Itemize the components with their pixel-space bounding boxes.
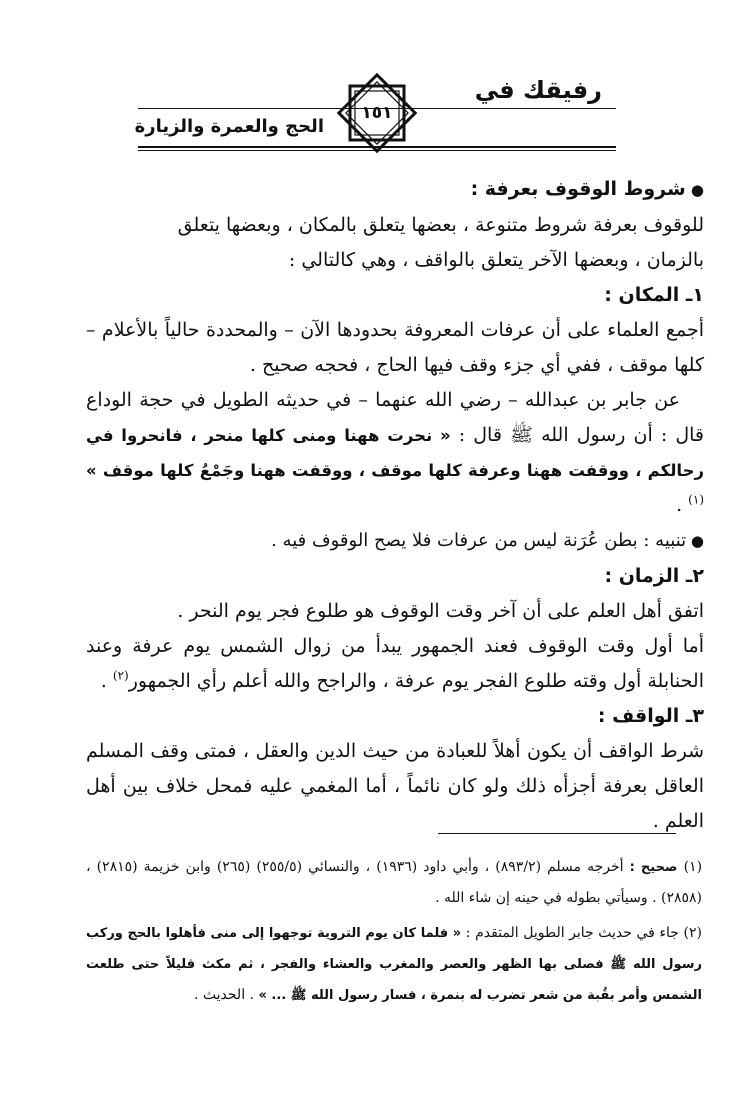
place-heading: ١ـ المكان : bbox=[604, 284, 704, 306]
time-paragraph-2 bbox=[86, 629, 704, 699]
time-paragraph-1: اتفق أهل العلم على أن آخر وقت الوقوف هو طلوع فجر يوم النحر . bbox=[177, 600, 704, 622]
time-heading: ٢ـ الزمان : bbox=[604, 565, 704, 587]
header-rule-upper-left bbox=[138, 108, 486, 109]
footnote-separator bbox=[438, 833, 676, 834]
footnote-ref-1: (١) bbox=[688, 492, 704, 507]
place-note: ● تنبيه : بطن عُرَنة ليس من عرفات فلا يصح الوقوف فيه . bbox=[86, 523, 704, 559]
section-title: ● شروط الوقوف بعرفة : bbox=[86, 172, 704, 208]
footnote-2-hadith: « فلما كان يوم التروية توجهوا إلى منى فأهلوا بالحج وركب رسول الله ﷺ فصلى بها الظهر والعصر والمغرب والعشاء والفجر ، ثم مكث قليلاً حتى طلعت الشمس وأمر بقُبة من شعر تضرب له بنمرة ، فسار رسول الله ﷺ ... » bbox=[86, 926, 702, 1003]
hadith-text: « نحرت ههنا ومنى كلها منحر ، فانحروا في رحالكم ، ووقفت ههنا وعرفة كلها موقف ، ووقفت ههنا وجَمْعُ كلها موقف » bbox=[86, 426, 704, 480]
footnotes bbox=[86, 852, 702, 1015]
footnote-2 bbox=[86, 918, 702, 1011]
stander-heading: ٣ـ الواقف : bbox=[597, 705, 704, 727]
hadith-intro: عن جابر بن عبدالله – رضي الله عنهما – في حديثه الطويل في حجة الوداع قال : أن رسول الله ﷺ قال : bbox=[86, 389, 704, 446]
header-rule-thin bbox=[138, 150, 616, 151]
footnote-1-label: صحيح : bbox=[629, 860, 678, 875]
book-title-line2: الحج والعمرة والزيارة bbox=[134, 116, 324, 137]
place-paragraph-2: عن جابر بن عبدالله – رضي الله عنهما – في حديثه الطويل في حجة الوداع قال : أن رسول الله ﷺ قال : « نحرت ههنا ومنى كلها منحر ، فانحروا في رحالكم ، ووقفت ههنا وعرفة كلها موقف ، ووقفت ههنا وجَمْعُ كلها موقف » $^{(١)}$ . bbox=[86, 389, 704, 516]
time-paragraph-2-end: . bbox=[100, 670, 107, 692]
intro-line-2: بالزمان ، وبعضها الآخر يتعلق بالواقف ، وهي كالتالي : bbox=[288, 249, 704, 271]
footnote-1-text: أخرجه مسلم (٨٩٣/٢) ، وأبي داود (١٩٣٦) ، والنسائي (٢٥٥/٥) (٢٦٥) وابن خزيمة (٢٨١٥) ، (٢٨٥٨) . وسيأتي بطوله في حينه إن شاء الله . bbox=[86, 859, 702, 906]
intro-line-1: للوقوف بعرفة شروط متنوعة ، بعضها يتعلق بالمكان ، وبعضها يتعلق bbox=[177, 214, 704, 236]
main-text bbox=[86, 172, 704, 839]
time-paragraph-2-text: أما أول وقت الوقوف فعند الجمهور يبدأ من زوال الشمس يوم عرفة وعند الحنابلة أول وقته طلوع الفجر يوم عرفة ، والراجح والله أعلم رأي الجمهور bbox=[86, 635, 704, 692]
place-paragraph-1: أجمع العلماء على أن عرفات المعروفة بحدودها الآن – والمحددة حالياً بالأعلام – كلها موقف ، ففي أي جزء وقف فيها الحاج ، فحجه صحيح . bbox=[86, 319, 704, 376]
stander-paragraph: شرط الواقف أن يكون أهلاً للعبادة من حيث الدين والعقل ، فمتى وقف المسلم العاقل بعرفة أجزأه ذلك ولو كان نائماً ، أما المغمي عليه فمحل خلاف بين أهل العلم . bbox=[86, 740, 704, 832]
book-title-line1: رفيقك في bbox=[474, 76, 602, 104]
footnote-1 bbox=[86, 852, 702, 914]
footnote-2-lead: جاء في حديث جابر الطويل المتقدم : bbox=[465, 925, 679, 941]
header-rule-thick bbox=[138, 146, 616, 148]
footnote-2-number: (٢) bbox=[683, 925, 703, 941]
section-intro bbox=[86, 208, 704, 278]
footnote-2-text: . الحديث . bbox=[194, 987, 254, 1003]
page-number: ١٥١ bbox=[361, 103, 393, 123]
footnote-ref-2: (٢) bbox=[112, 668, 129, 683]
footnote-1-number: (١) bbox=[683, 859, 703, 875]
